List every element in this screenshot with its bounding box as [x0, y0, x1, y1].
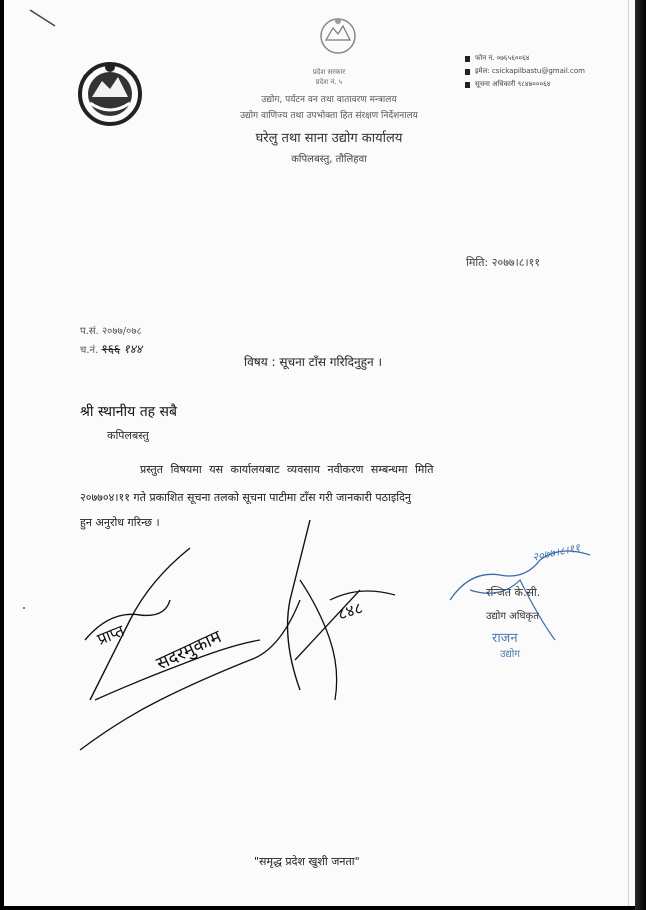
recipient-place: कपिलबस्तु	[107, 429, 149, 442]
patra-sankhya: प.सं. २०७७/०७८	[80, 326, 142, 337]
body-line-2: २०७७०४।११ गते प्रकाशित सूचना तलको सूचना पाटीमा टाँस गरी जानकारी पठाइदिनु	[80, 491, 412, 504]
letter-subject: विषय : सूचना टाँस गरिदिनुहुन ।	[244, 355, 383, 369]
signatory-name: रन्जित के.सी.	[486, 586, 541, 599]
footer-slogan: "समृद्ध प्रदेश खुशी जनता"	[254, 855, 360, 868]
contact-info-officer	[465, 78, 585, 91]
body-line-1: प्रस्तुत विषयमा यस कार्यालयबाट व्यवसाय नवीकरण सम्बन्धमा मिति	[140, 463, 434, 476]
square-bullet-icon	[465, 56, 470, 62]
chalani-struck-number: १६६	[101, 342, 121, 356]
chalani-handwritten-number: १४४	[123, 342, 143, 356]
stamp-text-2: उद्योग	[500, 649, 520, 660]
handwritten-received-note: प्राप्त	[94, 620, 127, 649]
handwritten-number: ८४८	[335, 598, 365, 624]
contact-email-text: इमेल: csickapilbastu@gmail.com	[475, 67, 585, 75]
chalani-label: च.नं.	[80, 345, 99, 356]
stamp-text-1: राजन	[492, 631, 518, 646]
chalani-number	[80, 340, 142, 357]
contact-email	[465, 65, 585, 78]
square-bullet-icon	[465, 82, 470, 88]
handwritten-left-text: सदरमुकाम	[153, 626, 225, 675]
page-edge	[628, 0, 629, 906]
provincial-emblem-icon	[316, 14, 360, 58]
scan-shadow	[635, 0, 646, 910]
province-number: प्रदेश नं. ५	[315, 78, 343, 86]
square-bullet-icon	[465, 69, 470, 75]
office-location: कपिलबस्तु, तौलिहवा	[291, 154, 367, 165]
letter-date: मिति: २०७७।८।११	[466, 256, 541, 269]
signatory-title: उद्योग अधिकृत	[486, 611, 539, 622]
signatory-handwritten-date: २०७७।८।११	[531, 541, 582, 564]
contact-info-officer-text: सूचना अधिकारी ९८४७०००६४	[475, 80, 551, 88]
recipient-name: श्री स्थानीय तह सबै	[80, 404, 178, 420]
ministry-name: उद्योग, पर्यटन वन तथा वातावरण मन्त्रालय	[261, 95, 397, 105]
province-government: प्रदेश सरकार	[312, 68, 346, 76]
contact-phone	[465, 52, 585, 65]
letter-page	[4, 0, 635, 906]
contact-phone-text: फोन नं. ०७६५६००६४	[475, 54, 530, 62]
body-line-3: हुन अनुरोध गरिन्छ ।	[80, 516, 160, 529]
directorate-name: उद्योग वाणिज्य तथा उपभोक्ता हित संरक्षण निर्देशनालय	[240, 111, 418, 121]
nepal-emblem-icon	[70, 57, 150, 127]
office-name: घरेलु तथा साना उद्योग कार्यालय	[255, 131, 403, 146]
contact-block	[465, 52, 585, 91]
